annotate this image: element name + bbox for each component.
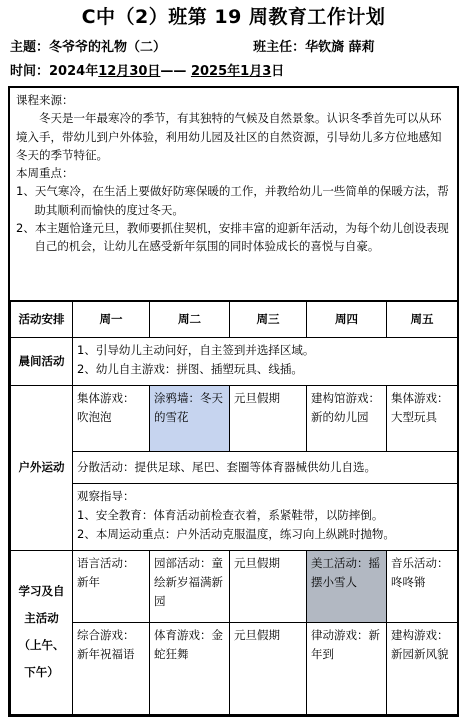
study-cell: 音乐活动：咚咚锵: [387, 550, 458, 622]
study-cell: 建构游戏：新园新风貌: [387, 622, 458, 714]
outdoor-cell: 集体游戏：吹泡泡: [73, 385, 150, 451]
study-cell: 综合游戏：新年祝福语: [73, 622, 150, 714]
plan-frame: [8, 86, 459, 717]
date-line: [10, 60, 284, 79]
study-cell: 元旦假期: [230, 622, 307, 714]
theme-line: [10, 36, 375, 55]
table-header-row: [11, 301, 458, 337]
outdoor-row: [11, 385, 458, 451]
focus-item-2: 2、本主题恰逢元旦，教师要抓住契机，安排丰富的迎新年活动，为每个幼儿创设表现自己的机会，让幼儿在感受新年氛围的同时体验成长的喜悦与自豪。: [16, 221, 449, 254]
outdoor-group-activity: 分散活动：提供足球、尾巴、套圈等体育器械供幼儿自选。: [73, 451, 458, 483]
day-header: 周四: [307, 301, 387, 337]
study-row-2: [11, 622, 458, 714]
outdoor-cell: 集体游戏：大型玩具: [387, 385, 458, 451]
day-header: 周一: [73, 301, 150, 337]
guide-label: 观察指导：: [77, 488, 135, 503]
morning-line-2: 2、幼儿自主游戏：拼图、插塑玩具、线插。: [77, 361, 303, 376]
schedule-table: [10, 300, 458, 715]
teacher-label: 班主任：: [253, 40, 306, 55]
study-cell: 律动游戏：新年到: [307, 622, 387, 714]
outdoor-guide: [73, 483, 458, 550]
focus-label: 本周重点：: [16, 166, 74, 181]
start-date: 12月30日: [98, 64, 161, 79]
origin-label: 课程来源：: [16, 93, 74, 107]
row-label-morning: 晨间活动: [11, 337, 73, 385]
teacher-names: 华钦旖 薛莉: [305, 40, 375, 55]
day-header: 周二: [150, 301, 230, 337]
guide-item-1: 1、安全教育：体育活动前检查衣着，系紧鞋带，以防摔倒。: [77, 507, 384, 522]
morning-line-1: 1、引导幼儿主动问好，自主签到并选择区域。: [77, 342, 315, 357]
morning-content: [73, 337, 458, 385]
outdoor-cell: 元旦假期: [230, 385, 307, 451]
time-label: 时间：: [10, 64, 50, 79]
study-cell: 园部活动：童绘新岁福满新园: [150, 550, 230, 622]
page-title: C中（2）班第 19 周教育工作计划: [81, 6, 386, 28]
study-cell: 语言活动：新年: [73, 550, 150, 622]
outdoor-cell: 建构馆游戏：新的幼儿园: [307, 385, 387, 451]
day-header: 周五: [387, 301, 458, 337]
study-row-1: [11, 550, 458, 622]
date-separator: ——: [160, 64, 191, 79]
study-cell: 元旦假期: [230, 550, 307, 622]
theme-label: 主题：: [10, 40, 50, 55]
start-year: 2024年: [49, 64, 99, 79]
day-header: 周三: [230, 301, 307, 337]
row-label-study: 学习及自 主活动 （上午、 下午）: [11, 550, 73, 714]
end-day-label: 日: [271, 64, 285, 79]
end-date: 2025年1月3: [190, 64, 272, 79]
focus-item-1: 1、天气寒冷，在生活上要做好防寒保暖的工作，并教给幼儿一些简单的保暖方法，帮助其顺利而愉快的度过冬天。: [16, 184, 449, 217]
intro-section: [10, 88, 457, 300]
corner-cell: 活动安排: [11, 301, 73, 337]
study-cell-highlight: 美工活动：摇摆小雪人: [307, 550, 387, 622]
guide-item-2: 2、本周运动重点：户外活动克服温度，练习向上纵跳时抛物。: [77, 526, 395, 541]
row-label-outdoor: 户外运动: [11, 385, 73, 550]
study-cell: 体育游戏：金蛇狂舞: [150, 622, 230, 714]
theme-value: 冬爷爷的礼物（二）: [49, 40, 167, 55]
origin-text: 冬天是一年最寒冷的季节，有其独特的气候及自然景象。认识冬季首先可以从环境入手，带幼儿到户外体验，利用幼儿园及社区的自然资源，引导幼儿多方位地感知冬天的季节特征。: [16, 111, 442, 162]
morning-row: [11, 337, 458, 385]
outdoor-group-row: [11, 451, 458, 483]
outdoor-guide-row: [11, 483, 458, 550]
outdoor-cell-highlight: 涂鸦墙：冬天的雪花: [150, 385, 230, 451]
